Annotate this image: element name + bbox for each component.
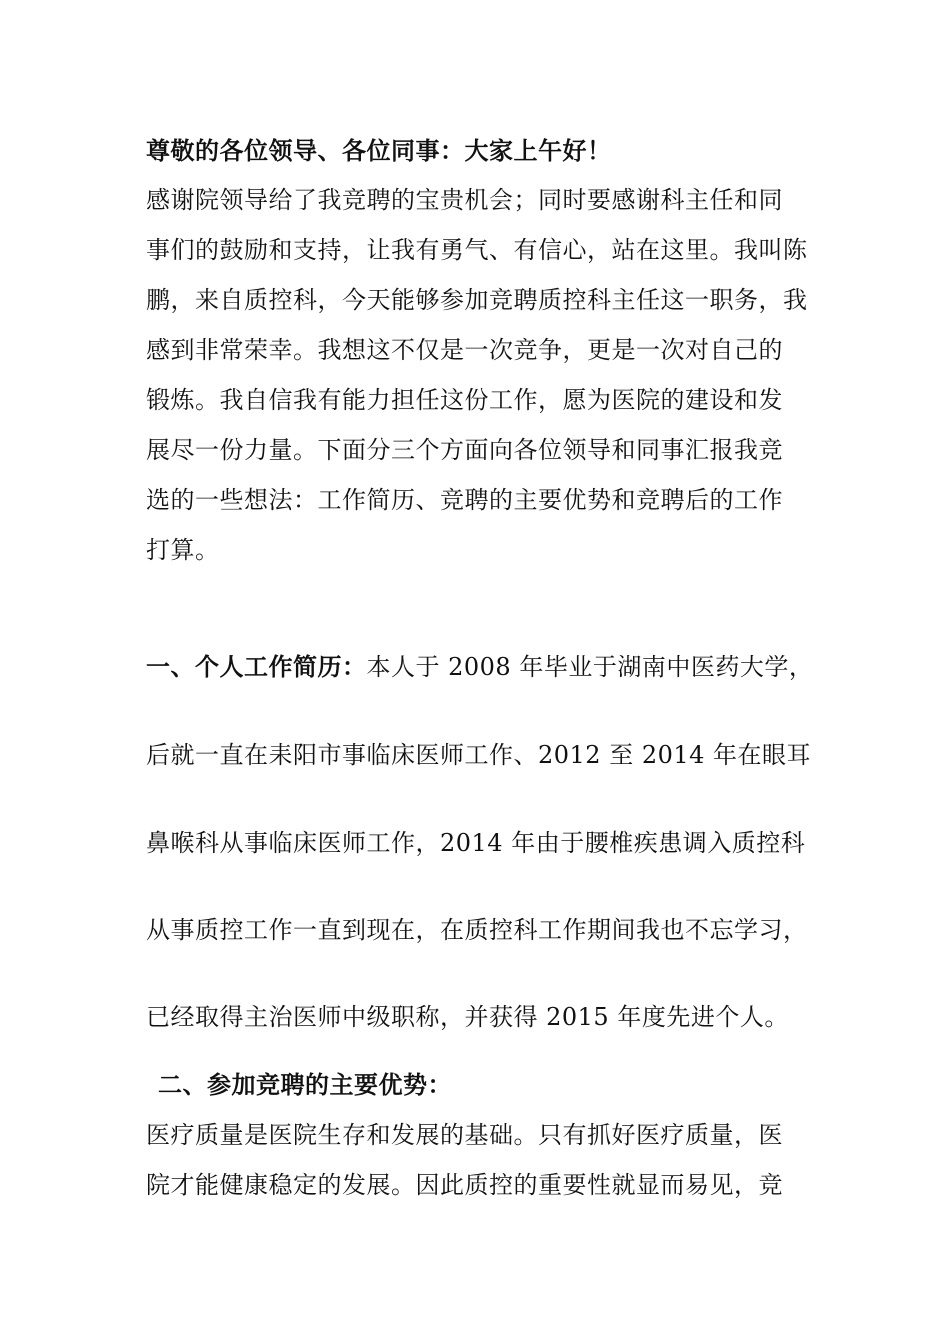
section-1-line: 从事质控工作一直到现在，在质控科工作期间我也不忘学习， xyxy=(146,916,808,944)
section-2-line: 院才能健康稳定的发展。因此质控的重要性就显而易见，竞 xyxy=(146,1171,783,1199)
intro-line: 感到非常荣幸。我想这不仅是一次竞争，更是一次对自己的 xyxy=(146,336,783,364)
section-2-heading: 二、参加竞聘的主要优势： xyxy=(158,1070,452,1099)
intro-line: 打算。 xyxy=(146,536,220,564)
intro-line: 展尽一份力量。下面分三个方面向各位领导和同事汇报我竞 xyxy=(146,436,783,464)
greeting: 尊敬的各位领导、各位同事：大家上午好！ xyxy=(146,136,612,165)
intro-line: 感谢院领导给了我竞聘的宝贵机会；同时要感谢科主任和同 xyxy=(146,186,783,214)
intro-line: 鹏，来自质控科，今天能够参加竞聘质控科主任这一职务，我 xyxy=(146,286,808,314)
section-1-first-line xyxy=(146,652,813,682)
intro-line: 锻炼。我自信我有能力担任这份工作，愿为医院的建设和发 xyxy=(146,386,783,414)
intro-line: 选的一些想法：工作简历、竞聘的主要优势和竞聘后的工作 xyxy=(146,486,783,514)
section-1-text: 本人于 2008 年毕业于湖南中医药大学， xyxy=(366,653,814,681)
intro-line: 事们的鼓励和支持，让我有勇气、有信心，站在这里。我叫陈 xyxy=(146,236,808,264)
section-1-heading: 一、个人工作简历： xyxy=(146,652,367,681)
section-1-line: 鼻喉科从事临床医师工作，2014 年由于腰椎疾患调入质控科 xyxy=(146,829,806,857)
section-1-line: 后就一直在耒阳市事临床医师工作、2012 至 2014 年在眼耳 xyxy=(146,741,812,769)
section-1-line: 已经取得主治医师中级职称，并获得 2015 年度先进个人。 xyxy=(146,1003,789,1031)
section-2-line: 医疗质量是医院生存和发展的基础。只有抓好医疗质量，医 xyxy=(146,1121,783,1149)
